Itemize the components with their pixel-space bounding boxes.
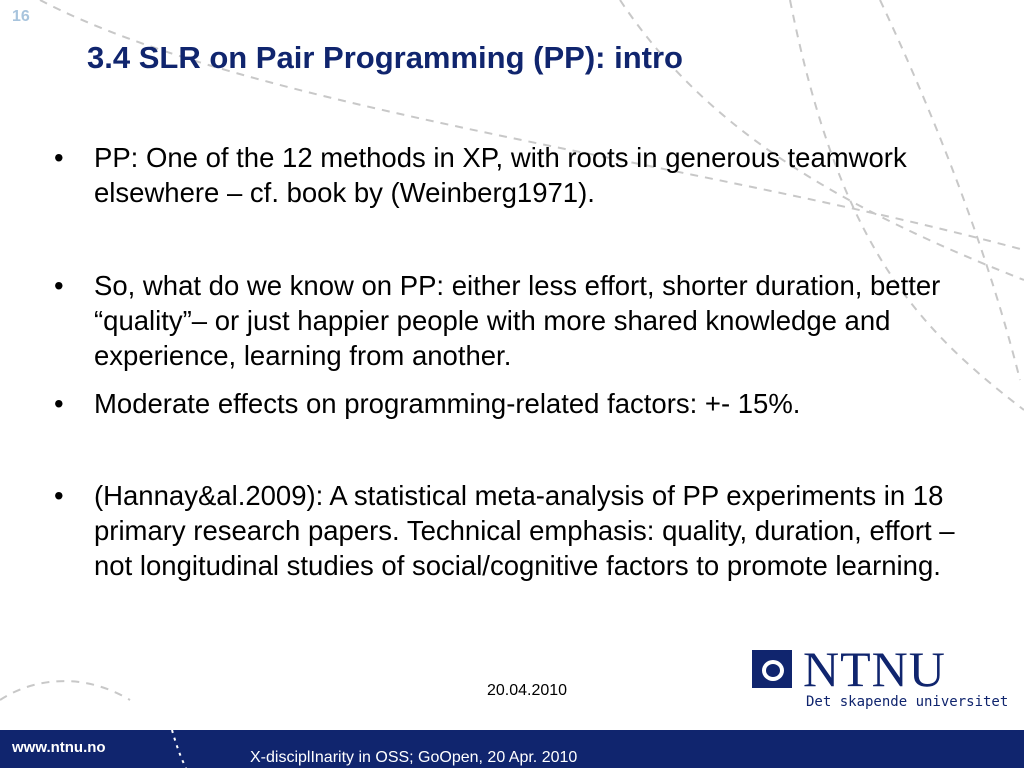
logo-tagline: Det skapende universitet: [806, 694, 1009, 710]
slide-title: 3.4 SLR on Pair Programming (PP): intro: [87, 40, 683, 75]
bullet-item: [54, 140, 984, 210]
footer-date: 20.04.2010: [487, 682, 568, 699]
bullet-text: Moderate effects on programming-related factors: +- 15%.: [94, 388, 801, 419]
bullet-item: [54, 268, 984, 373]
ntnu-logo: [751, 641, 1009, 718]
footer-url-link[interactable]: www.ntnu.no: [12, 739, 106, 756]
footer-text: X-disciplInarity in OSS; GoOpen, 20 Apr. 2010: [250, 749, 578, 766]
logo-ring: [762, 660, 784, 681]
ntnu-logo-icon: [752, 650, 792, 688]
bullet-text: PP: One of the 12 methods in XP, with roots in generous teamwork elsewhere – cf. book by (Weinberg1971).: [94, 142, 907, 208]
bullet-text: So, what do we know on PP: either less effort, shorter duration, better “quality”– or just happier people with more shared knowledge and experience, learning from another.: [94, 270, 941, 371]
slide-number: 16: [12, 8, 30, 25]
bullet-marker: •: [54, 270, 64, 301]
bullet-marker: •: [54, 142, 64, 173]
bullet-text: (Hannay&al.2009): A statistical meta-analysis of PP experiments in 18 primary research papers. Technical emphasis: quality, duration, effort – not longitudinal studies of social/cognitive factors to promote learning.: [94, 480, 955, 581]
footer-bar: [0, 730, 1024, 768]
bullet-item: [54, 478, 984, 583]
bullet-marker: •: [54, 388, 64, 419]
bullet-marker: •: [54, 480, 64, 511]
logo-wordmark: NTNU: [803, 641, 946, 697]
bullet-item: [54, 386, 984, 421]
